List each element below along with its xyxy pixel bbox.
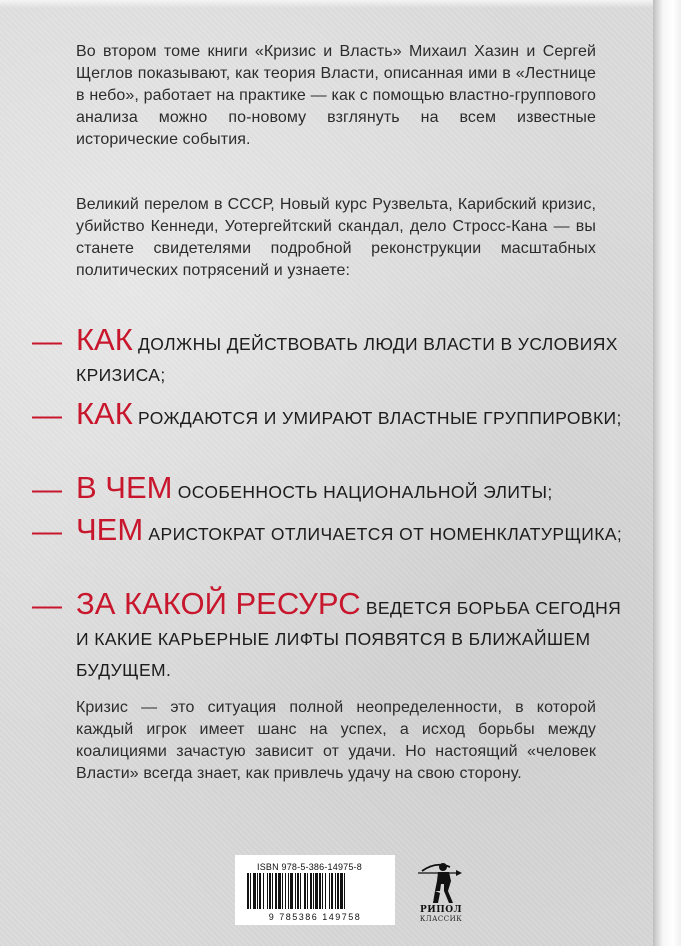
bullet-text bbox=[76, 324, 632, 391]
book-edge bbox=[653, 0, 681, 946]
intro-paragraph-1: Во втором томе книги «Кризис и Власть» Михаил Хазин и Сергей Щеглов показывают, как теория Власти, описанная ими в «Лестнице в небо», работает на практике — как с помощью властно-группового анализа можно по-новому взглянуть на всем известные исторические события. bbox=[76, 43, 596, 148]
bullet-dash: — bbox=[32, 589, 62, 622]
intro-paragraph-2: Великий перелом в СССР, Новый курс Рузвельта, Карибский кризис, убийство Кеннеди, Уотергейтский скандал, дело Стросс-Кана — вы станете свидетелями подробной реконструкции масштабных политических потрясений и узнаете: bbox=[76, 196, 596, 279]
bullet-body: ДОЛЖНЫ ДЕЙСТВОВАТЬ ЛЮДИ ВЛАСТИ В УСЛОВИЯХ КРИЗИСА; bbox=[76, 334, 618, 385]
barcode-digits: 9 785386 149758 bbox=[268, 912, 362, 922]
bullet-keyword: ЗА КАКОЙ РЕСУРС bbox=[76, 586, 361, 621]
bullet-body: АРИСТОКРАТ ОТЛИЧАЕТСЯ ОТ НОМЕНКЛАТУРЩИКА; bbox=[143, 524, 623, 544]
publisher-imprint: КЛАССИК bbox=[419, 915, 463, 923]
bullet-keyword: КАК bbox=[76, 396, 133, 431]
bullet-text bbox=[76, 514, 632, 550]
barcode-label bbox=[235, 855, 395, 925]
bullet-text bbox=[76, 588, 632, 686]
top-edge bbox=[0, 0, 653, 8]
bullet-keyword: ЧЕМ bbox=[76, 512, 144, 547]
bullet-dash: — bbox=[32, 515, 62, 548]
barcode-bars bbox=[247, 873, 383, 909]
bullet-dash: — bbox=[32, 325, 62, 358]
bullet-body: РОЖДАЮТСЯ И УМИРАЮТ ВЛАСТНЫЕ ГРУППИРОВКИ; bbox=[132, 408, 622, 428]
publisher-logo bbox=[410, 857, 472, 927]
bullet-text bbox=[76, 472, 632, 508]
bullet-text bbox=[76, 398, 632, 434]
bullet-keyword: КАК bbox=[76, 322, 133, 357]
bullet-keyword: В ЧЕМ bbox=[76, 470, 173, 505]
bullet-dash: — bbox=[32, 473, 62, 506]
closing-paragraph: Кризис — это ситуация полной неопределенности, в которой каждый игрок имеет шанс на успех, а исход борьбы между коалициями зачастую зависит от удачи. Но настоящий «человек Власти» всегда знает, как привлечь удачу на свою сторону. bbox=[76, 699, 596, 782]
publisher-name: РИПОЛ bbox=[419, 905, 463, 915]
archer-icon bbox=[416, 857, 466, 905]
bullet-body: ОСОБЕННОСТЬ НАЦИОНАЛЬНОЙ ЭЛИТЫ; bbox=[172, 482, 553, 502]
isbn-text: ISBN 978-5-386-14975-8 bbox=[257, 862, 362, 872]
bullet-body: ВЕДЕТСЯ БОРЬБА СЕГОДНЯ И КАКИЕ КАРЬЕРНЫЕ ЛИФТЫ ПОЯВЯТСЯ В БЛИЖАЙШЕМ БУДУЩЕМ. bbox=[76, 598, 622, 680]
bullet-dash: — bbox=[32, 399, 62, 432]
